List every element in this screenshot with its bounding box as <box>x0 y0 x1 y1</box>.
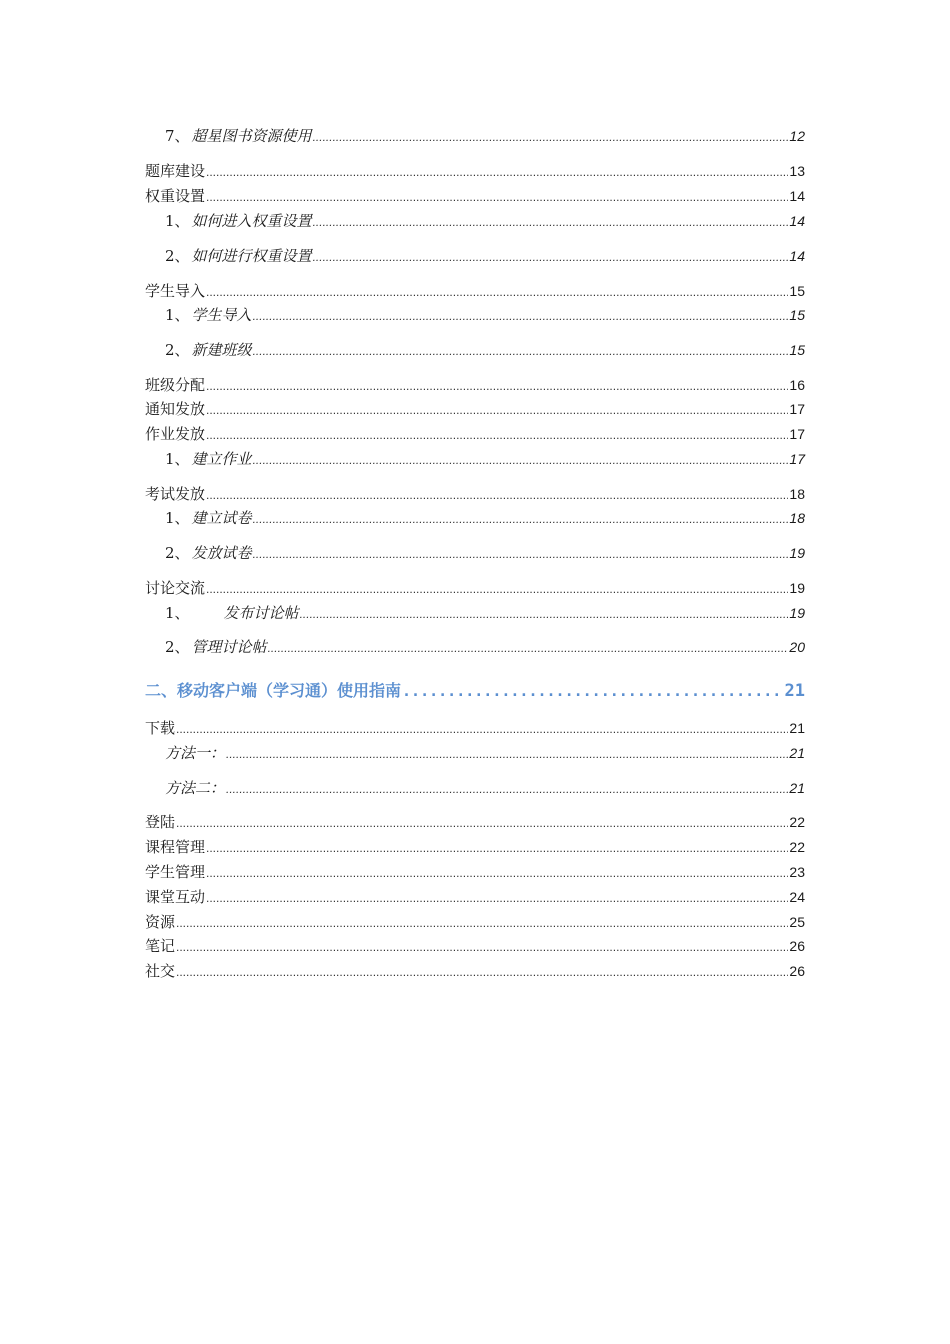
toc-entry-question-bank[interactable] <box>145 161 805 182</box>
toc-entry-title: 权重设置 <box>145 187 206 205</box>
toc-entry-number: 2、 <box>165 247 190 265</box>
toc-entry-manage-discussion[interactable] <box>165 637 805 658</box>
toc-page-number: 14 <box>789 248 805 264</box>
toc-dot-leader <box>176 718 788 739</box>
toc-entry-publish-paper[interactable] <box>165 543 805 564</box>
toc-entry-title: 课程管理 <box>145 838 206 856</box>
toc-entry-title: 题库建设 <box>145 162 206 180</box>
toc-page-number: 14 <box>789 188 805 204</box>
toc-entry-title: 方法一： <box>165 744 226 762</box>
toc-page-number: 20 <box>789 639 805 655</box>
toc-entry-number: 1、 <box>165 604 190 622</box>
toc-entry-title: 讨论交流 <box>145 579 206 597</box>
toc-page-number: 13 <box>789 163 805 179</box>
toc-entry-title: 建立作业 <box>191 450 252 468</box>
toc-dot-leader <box>206 578 788 599</box>
toc-dot-leader <box>206 862 788 883</box>
toc-entry-title: 通知发放 <box>145 400 206 418</box>
toc-entry-title: 作业发放 <box>145 425 206 443</box>
toc-dot-leader <box>206 484 788 505</box>
toc-entry-title: 学生导入 <box>145 282 206 300</box>
toc-dot-leader <box>313 246 789 267</box>
toc-entry-number: 1、 <box>165 306 190 324</box>
toc-entry-download[interactable] <box>145 718 805 739</box>
toc-page-number: 17 <box>789 401 805 417</box>
toc-entry-enter-weight-settings[interactable] <box>165 211 805 232</box>
toc-entry-title: 班级分配 <box>145 376 206 394</box>
toc-page-number: 15 <box>789 307 805 323</box>
toc-dot-leader <box>206 161 788 182</box>
toc-entry-number: 1、 <box>165 450 190 468</box>
toc-entry-login[interactable] <box>145 812 805 833</box>
toc-dot-leader <box>253 340 789 361</box>
toc-dot-leader <box>176 961 788 982</box>
toc-entry-course-management[interactable] <box>145 837 805 858</box>
toc-dot-leader <box>300 603 789 624</box>
toc-dot-leader <box>176 936 788 957</box>
toc-dot-leader <box>206 281 788 302</box>
toc-entry-title: 新建班级 <box>191 341 252 359</box>
toc-entry-title: 登陆 <box>145 813 176 831</box>
toc-entry-student-management[interactable] <box>145 862 805 883</box>
toc-page-number: 19 <box>789 545 805 561</box>
toc-entry-number: 7、 <box>165 127 190 145</box>
toc-dot-leader <box>253 305 789 326</box>
toc-dot-leader <box>206 399 788 420</box>
toc-page-number: 18 <box>789 510 805 526</box>
toc-entry-social[interactable] <box>145 961 805 982</box>
toc-dot-leader <box>268 637 789 658</box>
toc-entry-class-assignment[interactable] <box>145 375 805 396</box>
toc-entry-title: 如何进入权重设置 <box>191 212 312 230</box>
toc-entry-post-discussion[interactable] <box>165 603 805 624</box>
toc-entry-title: 发布讨论帖 <box>223 604 299 622</box>
toc-entry-weight-settings[interactable] <box>145 186 805 207</box>
toc-page-number: 22 <box>789 814 805 830</box>
toc-entry-title: 如何进行权重设置 <box>191 247 312 265</box>
toc-dot-leader <box>206 424 788 445</box>
toc-page-number: 17 <box>789 426 805 442</box>
toc-entry-number: 2、 <box>165 544 190 562</box>
toc-page-number: 19 <box>789 605 805 621</box>
toc-dot-leader <box>176 812 788 833</box>
toc-entry-title: 课堂互动 <box>145 888 206 906</box>
toc-entry-exam[interactable] <box>145 484 805 505</box>
toc-dot-leader <box>206 186 788 207</box>
toc-page-number: 26 <box>789 963 805 979</box>
toc-page-number: 15 <box>789 342 805 358</box>
toc-entry-title: 发放试卷 <box>191 544 252 562</box>
toc-entry-student-import-sub[interactable] <box>165 305 805 326</box>
toc-page-number: 24 <box>789 889 805 905</box>
toc-entry-title: 二、移动客户端（学习通）使用指南 <box>145 681 402 700</box>
toc-entry-discussion[interactable] <box>145 578 805 599</box>
toc-entry-notice[interactable] <box>145 399 805 420</box>
toc-dot-leader <box>176 912 788 933</box>
toc-dot-leader <box>206 837 788 858</box>
toc-page-number: 14 <box>789 213 805 229</box>
toc-dot-leader <box>253 508 789 529</box>
toc-dot-leader <box>253 449 789 470</box>
toc-entry-number: 2、 <box>165 341 190 359</box>
toc-dot-leader <box>313 126 789 147</box>
toc-entry-create-paper[interactable] <box>165 508 805 529</box>
toc-entry-title: 资源 <box>145 913 176 931</box>
toc-entry-method-two[interactable] <box>165 778 805 799</box>
toc-entry-chaoxing-books[interactable] <box>165 126 805 147</box>
toc-dot-leader <box>206 887 788 908</box>
toc-entry-title: 考试发放 <box>145 485 206 503</box>
toc-entry-title: 笔记 <box>145 937 176 955</box>
toc-page-number: 21 <box>789 745 805 761</box>
toc-page-number: 17 <box>789 451 805 467</box>
toc-entry-number: 2、 <box>165 638 190 656</box>
toc-entry-title: 建立试卷 <box>191 509 252 527</box>
toc-entry-method-one[interactable] <box>165 743 805 764</box>
toc-entry-title: 学生导入 <box>191 306 252 324</box>
toc-entry-number: 1、 <box>165 212 190 230</box>
toc-page-number: 21 <box>789 780 805 796</box>
toc-page-number: 19 <box>789 580 805 596</box>
toc-entry-title: 管理讨论帖 <box>191 638 267 656</box>
toc-page-number: 21 <box>784 681 805 701</box>
toc-dot-leader <box>253 543 789 564</box>
toc-entry-notes[interactable] <box>145 936 805 957</box>
toc-page-number: 23 <box>789 864 805 880</box>
toc-entry-classroom-interaction[interactable] <box>145 887 805 908</box>
toc-entry-create-homework[interactable] <box>165 449 805 470</box>
toc-entry-mobile-guide-heading[interactable] <box>145 680 805 702</box>
toc-entry-number: 1、 <box>165 509 190 527</box>
toc-page-number: 26 <box>789 938 805 954</box>
toc-dot-leader <box>402 680 784 702</box>
toc-entry-homework[interactable] <box>145 424 805 445</box>
toc-entry-do-weight-settings[interactable] <box>165 246 805 267</box>
toc-dot-leader <box>313 211 789 232</box>
toc-dot-leader <box>226 743 788 764</box>
toc-entry-resources[interactable] <box>145 912 805 933</box>
toc-entry-title: 超星图书资源使用 <box>191 127 312 145</box>
toc-dot-leader <box>206 375 788 396</box>
toc-page-number: 12 <box>789 128 805 144</box>
toc-entry-title: 社交 <box>145 962 176 980</box>
toc-page-number: 18 <box>789 486 805 502</box>
toc-entry-title: 学生管理 <box>145 863 206 881</box>
toc-entry-new-class[interactable] <box>165 340 805 361</box>
toc-page-number: 16 <box>789 377 805 393</box>
toc-page-number: 22 <box>789 839 805 855</box>
toc-entry-title: 方法二： <box>165 779 226 797</box>
toc-entry-student-import[interactable] <box>145 281 805 302</box>
toc-dot-leader <box>226 778 788 799</box>
toc-page-number: 15 <box>789 283 805 299</box>
toc-page-number: 25 <box>789 914 805 930</box>
toc-entry-title: 下载 <box>145 719 176 737</box>
toc-page-number: 21 <box>789 720 805 736</box>
